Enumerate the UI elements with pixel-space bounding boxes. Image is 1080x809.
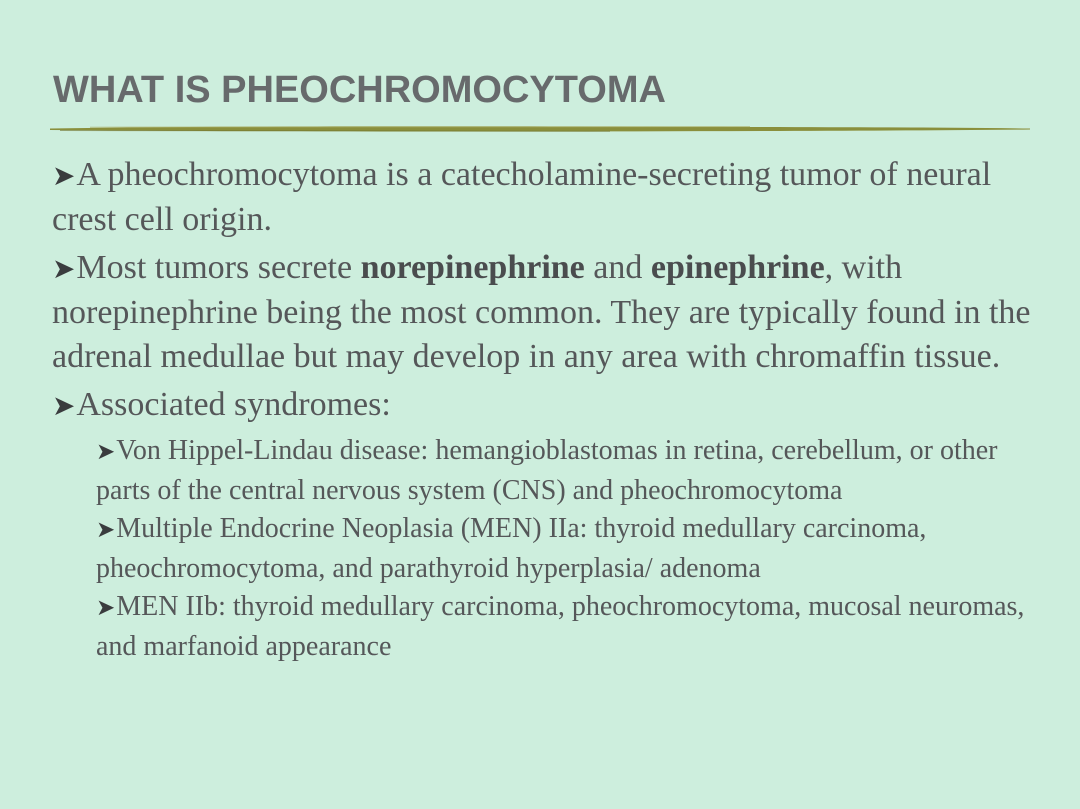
- arrow-bullet-icon: ➤: [52, 159, 76, 192]
- arrow-bullet-icon: ➤: [52, 389, 76, 422]
- bullet-associated-syndromes: [52, 383, 1042, 428]
- arrow-bullet-icon: ➤: [96, 595, 116, 621]
- sub-bullet-vhl: [96, 432, 1042, 510]
- bullet-text: Associated syndromes:: [76, 386, 391, 423]
- title-divider: [50, 122, 1030, 136]
- slide-title: WHAT IS PHEOCHROMOCYTOMA: [53, 69, 666, 111]
- arrow-bullet-icon: ➤: [96, 517, 116, 543]
- bullet-text: A pheochromocytoma is a catecholamine-secreting tumor of neural crest cell origin.: [52, 156, 992, 238]
- sub-bullet-text: MEN IIb: thyroid medullary carcinoma, pheochromocytoma, mucosal neuromas, and marfanoid appearance: [96, 591, 1025, 662]
- sub-bullet-text: Von Hippel-Lindau disease: hemangioblastomas in retina, cerebellum, or other parts of the central nervous system (CNS) and pheochromocytoma: [96, 435, 998, 506]
- bullet-text-part: Most tumors secrete: [76, 249, 361, 286]
- slide-body: [52, 153, 1042, 666]
- arrow-bullet-icon: ➤: [52, 252, 76, 285]
- bold-term-norepinephrine: norepinephrine: [360, 249, 585, 286]
- brush-stroke-divider: [50, 122, 1030, 136]
- arrow-bullet-icon: ➤: [96, 439, 116, 465]
- bullet-catecholamine-definition: [52, 153, 1042, 242]
- bold-term-epinephrine: epinephrine: [650, 249, 825, 286]
- sub-bullet-men-2b: [96, 588, 1042, 666]
- sub-bullet-text: Multiple Endocrine Neoplasia (MEN) IIa: thyroid medullary carcinoma, pheochromocytoma, and parathyroid hyperplasia/ adenoma: [96, 513, 927, 584]
- bullet-text-part: and: [584, 249, 651, 286]
- bullet-text-part: , with norepinephrine being the most common. They are typically found in the adrenal medullae but may develop in any area with chromaffin tissue.: [52, 249, 1031, 375]
- bullet-secretion: [52, 246, 1042, 379]
- sub-bullet-men-2a: [96, 510, 1042, 588]
